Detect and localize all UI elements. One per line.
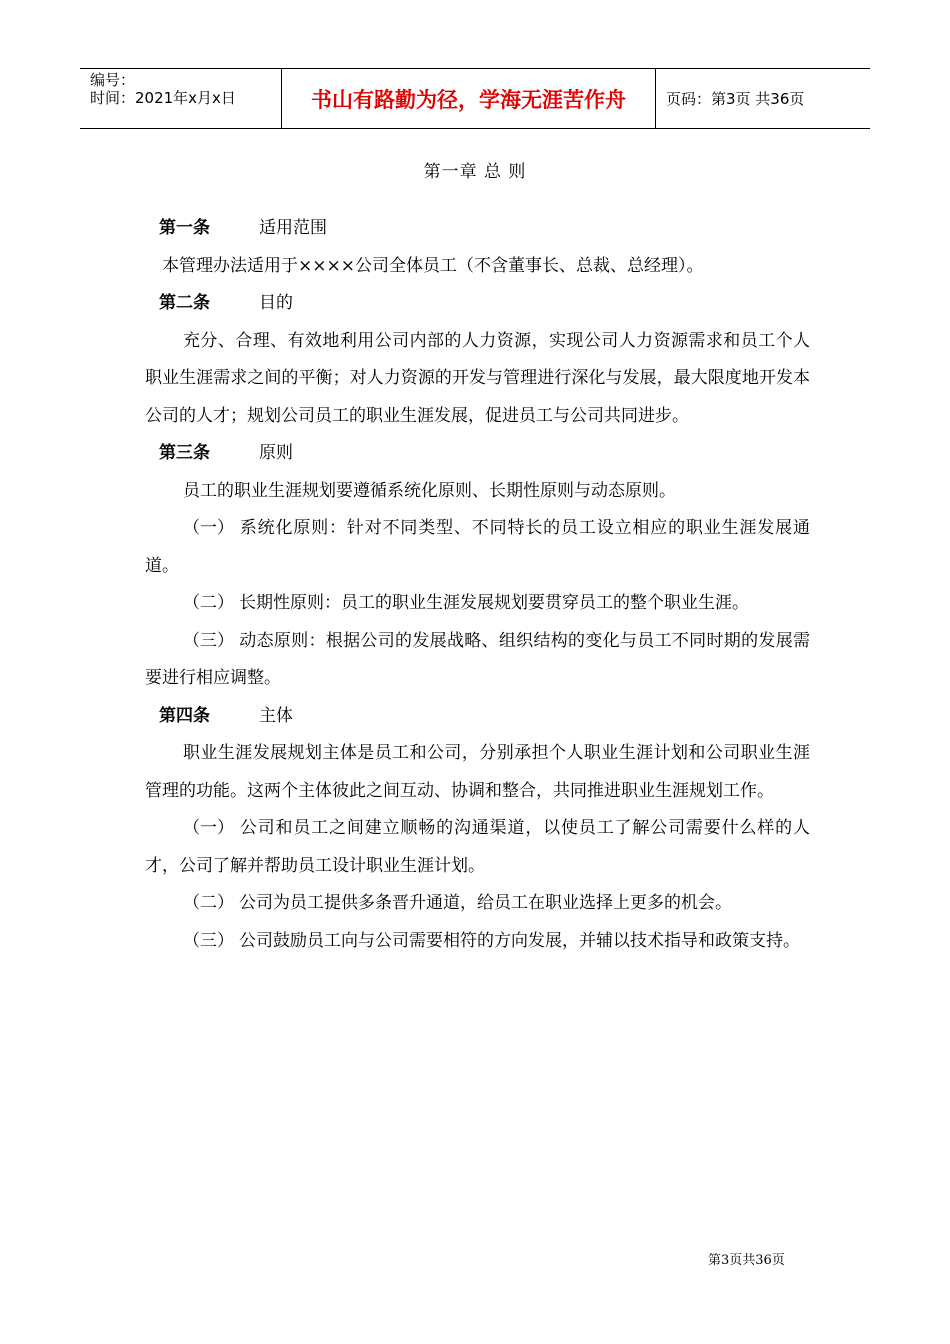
- article-number: 第四条: [159, 705, 210, 726]
- header-page-info: 页码：第3页 共36页: [666, 90, 805, 108]
- article-title: 适用范围: [259, 218, 327, 238]
- list-item-text: 动态原则：根据公司的发展战略、组织结构的变化与员工不同时期的发展需要进行相应调整。: [145, 630, 810, 688]
- list-item: [145, 810, 810, 885]
- chapter-title: 第一章 总 则: [423, 162, 527, 182]
- list-item: [145, 510, 810, 585]
- page-footer: 第3页共36页: [708, 1253, 785, 1268]
- article-heading: [145, 435, 810, 473]
- list-item-text: 公司鼓励员工向与公司需要相符的方向发展，并辅以技术指导和政策支持。: [239, 930, 800, 951]
- paragraph: 员工的职业生涯规划要遵循系统化原则、长期性原则与动态原则。: [183, 480, 676, 501]
- document-date: 时间：2021年x月x日: [90, 89, 236, 107]
- paragraph: 职业生涯发展规划主体是员工和公司，分别承担个人职业生涯计划和公司职业生涯管理的功能。这两个主体彼此之间互动、协调和整合，共同推进职业生涯规划工作。: [145, 743, 810, 801]
- list-item: [145, 585, 810, 623]
- article-title: 主体: [259, 705, 293, 726]
- list-item-number: （一）: [183, 818, 234, 838]
- list-item-number: （一）: [183, 518, 234, 538]
- article-number: 第一条: [159, 218, 210, 238]
- article-title: 原则: [259, 443, 293, 463]
- page-header: [80, 68, 870, 129]
- header-meta: [80, 69, 282, 128]
- list-item: [145, 623, 810, 698]
- article-number: 第二条: [159, 293, 210, 313]
- document-body: [145, 210, 810, 960]
- list-item-text: 系统化原则：针对不同类型、不同特长的员工设立相应的职业生涯发展通道。: [145, 518, 810, 576]
- list-item-number: （三）: [183, 630, 234, 651]
- list-item: [145, 885, 810, 923]
- article-heading: [145, 285, 810, 323]
- list-item-number: （二）: [183, 893, 234, 913]
- list-item: [145, 923, 810, 961]
- article-number: 第三条: [159, 443, 210, 463]
- list-item-text: 长期性原则：员工的职业生涯发展规划要贯穿员工的整个职业生涯。: [239, 593, 749, 613]
- list-item-text: 公司和员工之间建立顺畅的沟通渠道，以使员工了解公司需要什么样的人才，公司了解并帮助员工设计职业生涯计划。: [145, 818, 810, 876]
- list-item-number: （二）: [183, 593, 234, 613]
- paragraph: 本管理办法适用于××××公司全体员工（不含董事长、总裁、总经理）。: [162, 255, 704, 276]
- article-heading: [145, 698, 810, 736]
- article-heading: [145, 210, 810, 248]
- article-title: 目的: [259, 293, 293, 313]
- list-item-number: （三）: [183, 930, 234, 951]
- list-item-text: 公司为员工提供多条晋升通道，给员工在职业选择上更多的机会。: [239, 893, 732, 913]
- document-number-label: 编号：: [90, 71, 136, 89]
- paragraph: 充分、合理、有效地利用公司内部的人力资源，实现公司人力资源需求和员工个人职业生涯需求之间的平衡；对人力资源的开发与管理进行深化与发展，最大限度地开发本公司的人才；规划公司员工的职业生涯发展，促进员工与公司共同进步。: [145, 330, 810, 426]
- header-motto: 书山有路勤为径，学海无涯苦作舟: [282, 69, 656, 128]
